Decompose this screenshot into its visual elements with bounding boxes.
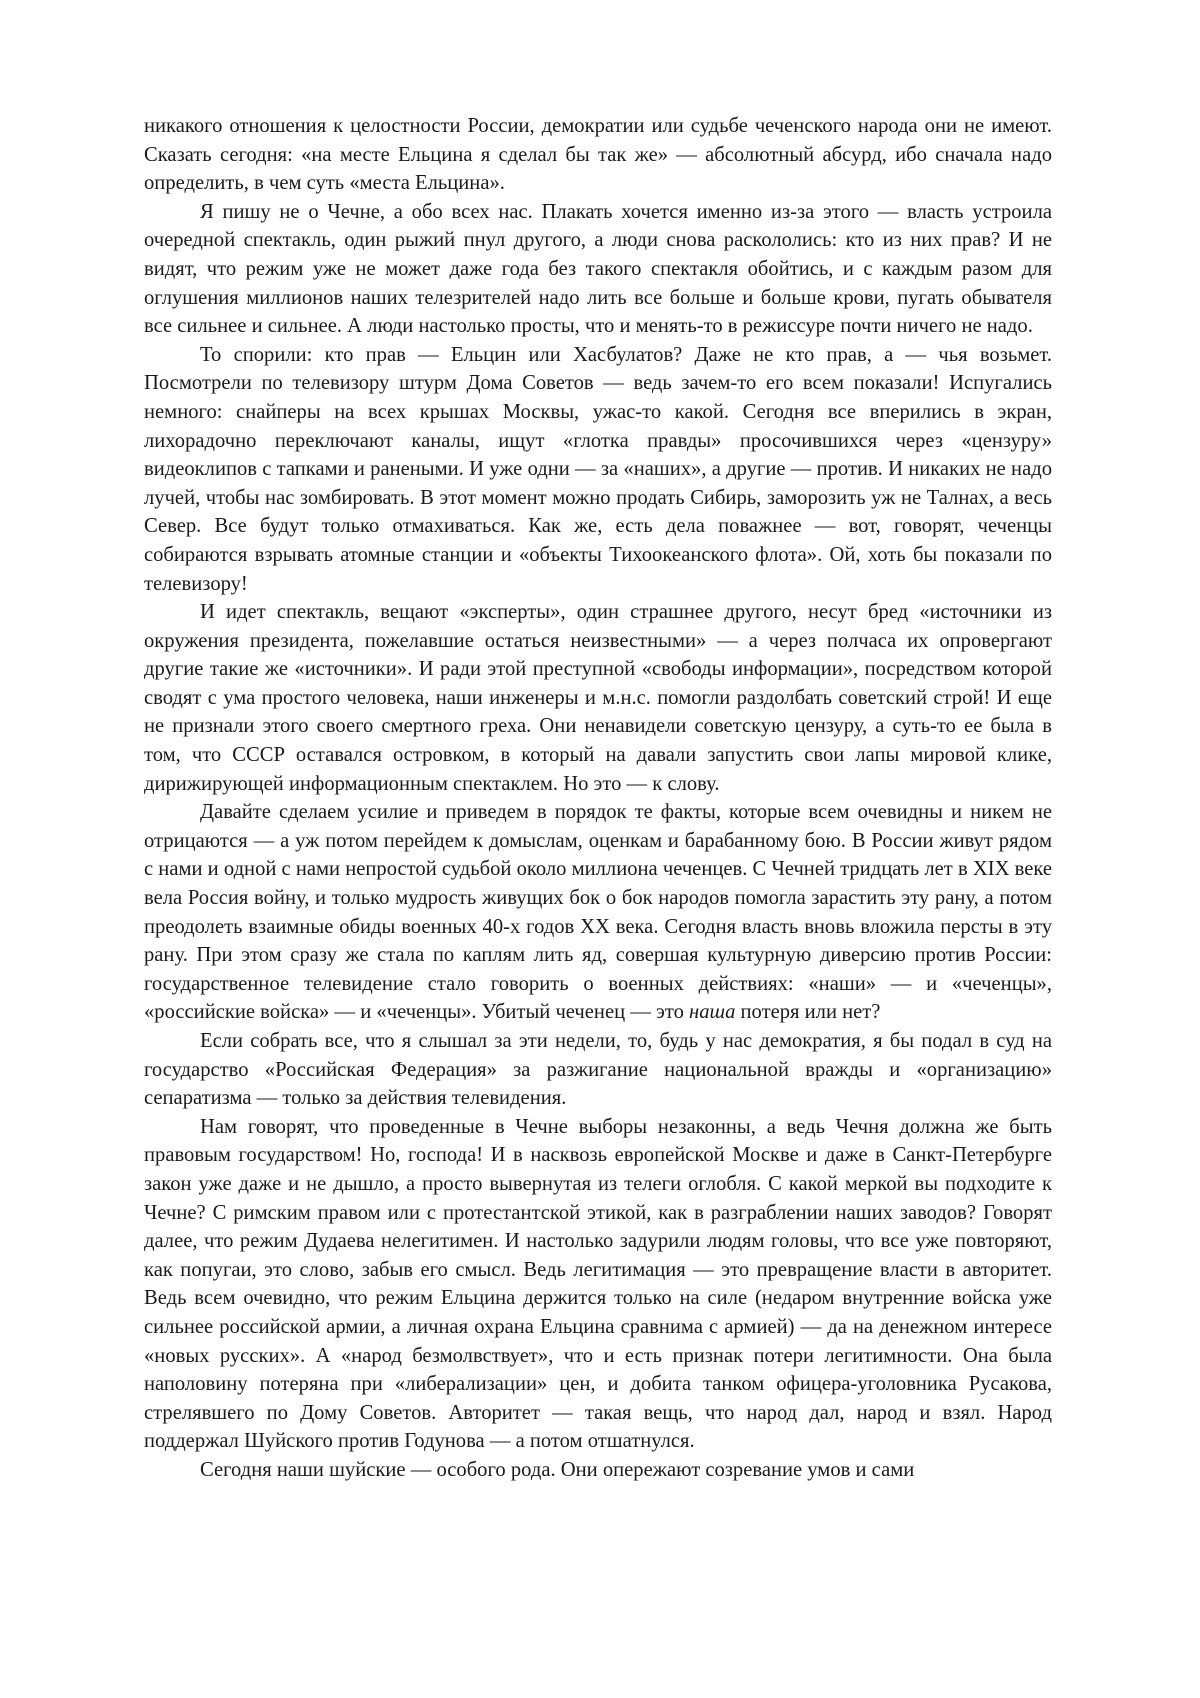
paragraph-5 — [144, 798, 1052, 1027]
paragraph-2: Я пишу не о Чечне, а обо всех нас. Плакать хочется именно из-за этого — власть устроила очередной спектакль, один рыжий пнул другого, а люди снова раскололись: кто из них прав? И не видят, что режим уже не может даже года без такого спектакля обойтись, и с каждым разом для оглушения миллионов наших телезрителей надо лить все больше и больше крови, пугать обывателя все сильнее и сильнее. А люди настолько просты, что и менять-то в режиссуре почти ничего не надо. — [144, 200, 1052, 338]
paragraph-5-text: Давайте сделаем усилие и приведем в порядок те факты, которые всем очевидны и никем не отрицаются — а уж потом перейдем к домыслам, оценкам и барабанному бою. В России живут рядом с нами и одной с нами непростой судьбой около миллиона чеченцев. С Чечней тридцать лет в XIX веке вела Россия войну, и только мудрость живущих бок о бок народов помогла зарастить эту рану, а потом преодолеть взаимные обиды военных 40-х годов XX века. Сегодня власть вновь вложила персты в эту рану. При этом сразу же стала по каплям лить яд, совершая культурную диверсию против России: государственное телевидение стало говорить о военных действиях: «наши» — и «чеченцы», «российские войска» — и «чеченцы». Убитый чеченец — это — [144, 801, 1052, 1024]
paragraph-4: И идет спектакль, вещают «эксперты», один страшнее другого, несут бред «источники из окружения президента, пожелавшие остаться неизвестными» — а через полчаса их опровергают другие такие же «источники». И ради этой преступной «свободы информации», посредством которой сводят с ума простого человека, наши инженеры и м.н.с. помогли раздолбать советский строй! И еще не признали этого своего смертного греха. Они ненавидели советскую цензуру, а суть-то ее была в том, что СССР оставался островком, в который на давали запустить свои лапы мировой клике, дирижирующей информационным спектаклем. Но это — к слову. — [144, 601, 1052, 795]
document-page — [144, 112, 1052, 1485]
paragraph-6: Если собрать все, что я слышал за эти недели, то, будь у нас демократия, я бы подал в суд на государство «Российская Федерация» за разжигание национальной вражды и «организацию» сепаратизма — только за действия телевидения. — [144, 1030, 1052, 1110]
paragraph-5-ending: потеря или нет? — [735, 1001, 881, 1024]
paragraph-1: никакого отношения к целостности России, демократии или судьбе чеченского народа они не имеют. Сказать сегодня: «на месте Ельцина я сделал бы так же» — абсолютный абсурд, ибо сначала надо определить, в чем суть «места Ельцина». — [144, 115, 1052, 195]
emphasis-word: наша — [689, 1001, 736, 1024]
paragraph-3: То спорили: кто прав — Ельцин или Хасбулатов? Даже не кто прав, а — чья возьмет. Посмотрели по телевизору штурм Дома Советов — ведь зачем-то его всем показали! Испугались немного: снайперы на всех крышах Москвы, ужас-то какой. Сегодня все вперились в экран, лихорадочно переключают каналы, ищут «глотка правды» просочившихся через «цензуру» видеоклипов с тапками и ранеными. И уже одни — за «наших», а другие — против. И никаких не надо лучей, чтобы нас зомбировать. В этот момент можно продать Сибирь, заморозить уж не Талнах, а весь Север. Все будут только отмахиваться. Как же, есть дела поважнее — вот, говорят, чеченцы собираются взрывать атомные станции и «объекты Тихоокеанского флота». Ой, хоть бы показали по телевизору! — [144, 343, 1052, 595]
paragraph-7: Нам говорят, что проведенные в Чечне выборы незаконны, а ведь Чечня должна же быть правовым государством! Но, господа! И в насквозь европейской Москве и даже в Санкт-Петербурге закон уже даже и не дышло, а просто вывернутая из телеги оглобля. С какой меркой вы подходите к Чечне? С римским правом или с протестантской этикой, как в разграблении наших заводов? Говорят далее, что режим Дудаева нелегитимен. И настолько задурили людям головы, что все уже повторяют, как попугаи, это слово, забыв его смысл. Ведь легитимация — это превращение власти в авторитет. Ведь всем очевидно, что режим Ельцина держится только на силе (недаром внутренние войска уже сильнее российской армии, а личная охрана Ельцина сравнима с армией) — да на денежном интересе «новых русских». А «народ безмолвствует», что и есть признак потери легитимности. Она была наполовину потеряна при «либерализации» цен, и добита танком офицера-уголовника Русакова, стрелявшего по Дому Советов. Авторитет — такая вещь, что народ дал, народ и взял. Народ поддержал Шуйского против Годунова — а потом отшатнулся. — [144, 1115, 1052, 1453]
paragraph-8: Сегодня наши шуйские — особого рода. Они опережают созревание умов и сами — [200, 1458, 915, 1481]
